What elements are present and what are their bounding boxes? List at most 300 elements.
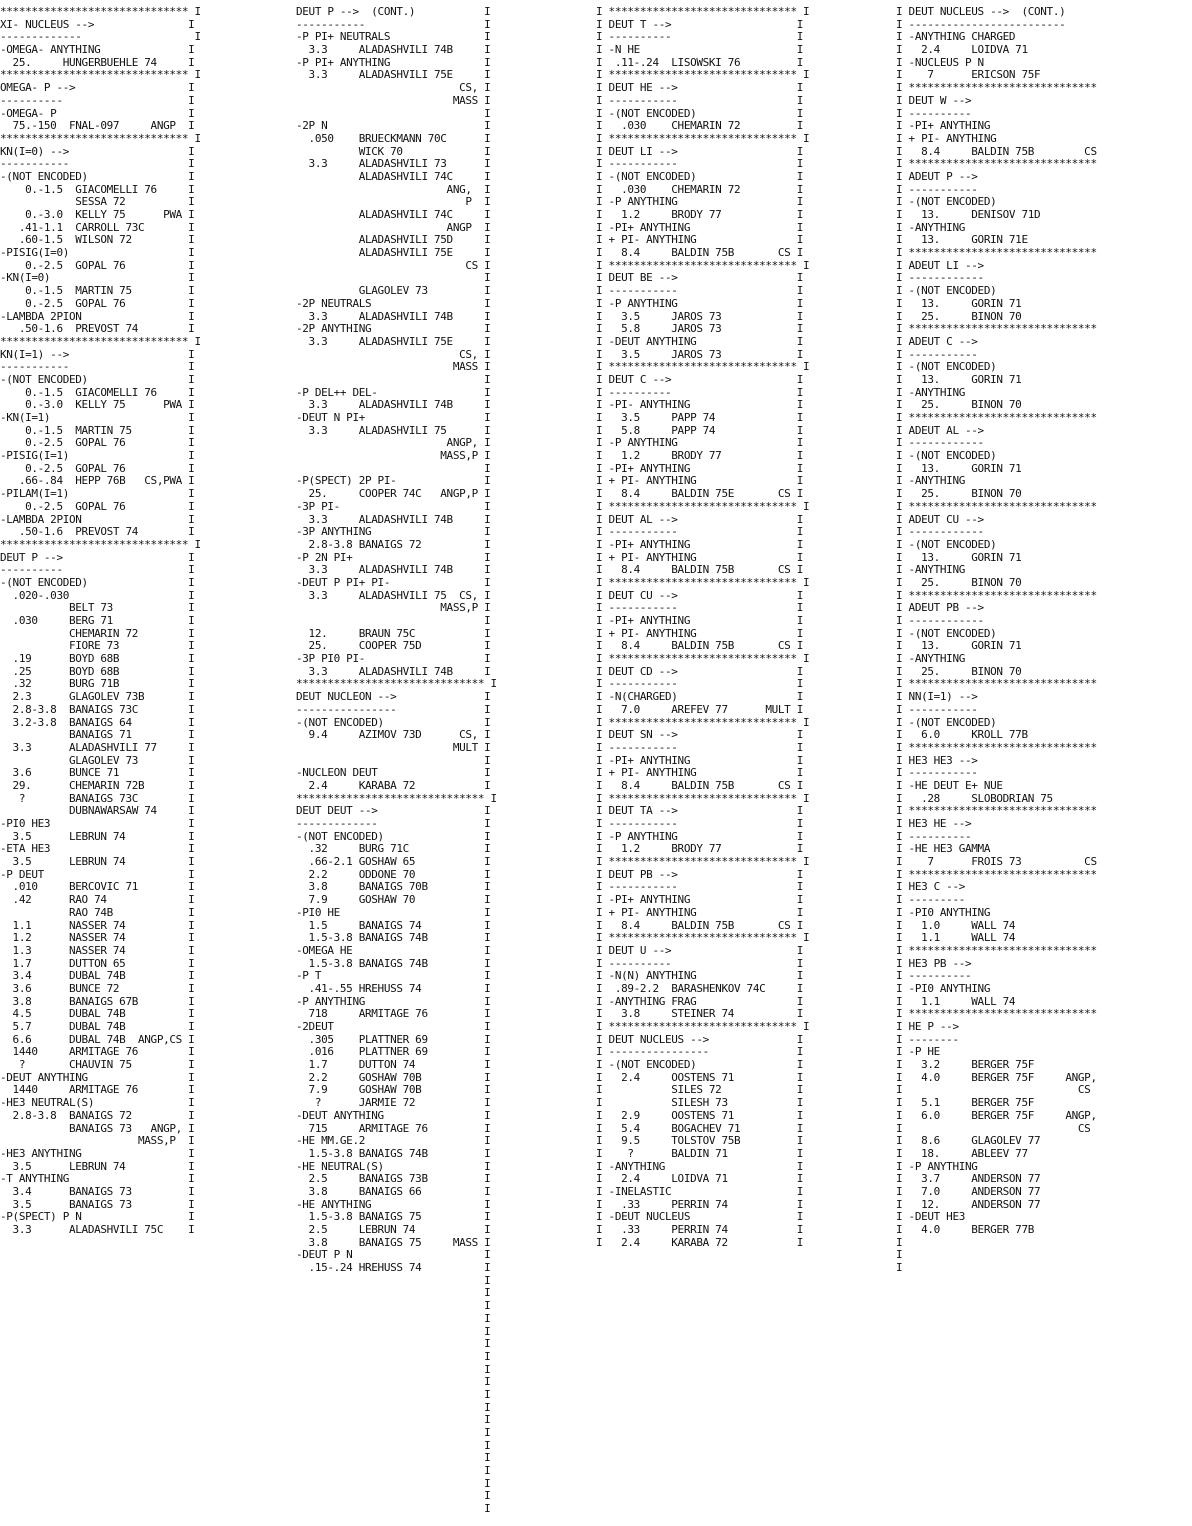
- printout-line: DUBNAWARSAW 74 I: [0, 804, 195, 818]
- printout-line: I ---------: [896, 893, 965, 907]
- printout-line: I HE P -->: [896, 1020, 959, 1033]
- printout-line: I 1.2 BRODY 77 I: [596, 842, 803, 856]
- printout-line: -P(SPECT) P N I: [0, 1210, 195, 1224]
- printout-line: I -ANYTHING I: [596, 1159, 803, 1173]
- printout-line: I: [896, 1235, 903, 1249]
- printout-line: I 8.4 BALDIN 75B CS: [896, 144, 1097, 158]
- printout-line: I DEUT W -->: [896, 93, 972, 107]
- printout-line: ----------- I: [296, 17, 491, 31]
- printout-line: I 7 FROIS 73 CS: [896, 855, 1097, 869]
- printout-line: -DEUT ANYTHING I: [0, 1070, 195, 1084]
- printout-line: FIORE 73 I: [0, 639, 195, 653]
- printout-line: -P PI+ ANYTHING I: [296, 55, 491, 69]
- printout-line: I 2.4 KARABA 72 I: [596, 1235, 803, 1249]
- printout-line: I -ANYTHING CHARGED: [896, 30, 1016, 44]
- printout-line: I 18. ABLEEV 77: [896, 1146, 1028, 1160]
- printout-line: -P 2N PI+ I: [296, 550, 491, 564]
- printout-line: ALADASHVILI 74C I: [296, 169, 491, 183]
- printout-line: ------------- I: [296, 817, 491, 830]
- printout-line: 1.1 NASSER 74 I: [0, 918, 195, 932]
- printout-line: I .28 SLOBODRIAN 75: [896, 791, 1053, 805]
- printout-line: I -(NOT ENCODED) I: [596, 106, 803, 120]
- printout-line: I: [296, 271, 491, 285]
- printout-line: I -N(N) ANYTHING I: [596, 969, 803, 983]
- printout-line: 0.-3.0 KELLY 75 PWA I: [0, 208, 195, 221]
- printout-line: 2.8-3.8 BANAIGS 72 I: [296, 537, 491, 551]
- printout-line: -HE NEUTRAL(S) I: [296, 1159, 491, 1173]
- printout-line: 1.5 BANAIGS 74 I: [296, 918, 491, 932]
- printout-line: -NUCLEON DEUT I: [296, 766, 491, 780]
- printout-line: I 1.1 WALL 74: [896, 931, 1016, 945]
- printout-line: 12. BRAUN 75C I: [296, 626, 491, 640]
- printout-line: -2P NEUTRALS I: [296, 296, 491, 310]
- printout-line: -LAMBDA 2PION I: [0, 512, 195, 526]
- printout-line: -OMEGA- ANYTHING I: [0, 43, 195, 57]
- printout-line: 1.5-3.8 BANAIGS 74B I: [296, 956, 491, 970]
- printout-line: -OMEGA HE I: [296, 943, 491, 957]
- printout-line: -PI0 HE I: [296, 905, 491, 919]
- printout-line: I ******************************: [896, 804, 1097, 818]
- printout-line: I 12. ANDERSON 77: [896, 1197, 1041, 1211]
- printout-line: I ------------: [896, 525, 984, 539]
- printout-line: 7.9 GOSHAW 70B I: [296, 1083, 491, 1097]
- printout-line: I + PI- ANYTHING I: [596, 766, 803, 780]
- printout-line: I: [296, 753, 491, 767]
- printout-line: I DEUT PB --> I: [596, 867, 803, 881]
- printout-line: I HE3 PB -->: [896, 956, 972, 970]
- printout-line: .41-1.1 CARROLL 73C I: [0, 220, 195, 234]
- printout-line: -KN(I=1) I: [0, 411, 195, 424]
- printout-line: 2.2 GOSHAW 70B I: [296, 1070, 491, 1084]
- printout-line: I -P HE: [896, 1045, 940, 1059]
- printout-line: I DEUT C --> I: [596, 372, 803, 386]
- printout-line: -P ANYTHING I: [296, 994, 491, 1008]
- printout-line: 29. CHEMARIN 72B I: [0, 778, 195, 792]
- printout-line: I -ANYTHING FRAG I: [596, 994, 803, 1008]
- printout-line: I ---------- I: [596, 385, 803, 399]
- printout-line: I: [296, 1324, 491, 1338]
- printout-line: I 5.4 BOGACHEV 71 I: [596, 1121, 803, 1135]
- printout-line: I 3.2 BERGER 75F: [896, 1058, 1034, 1072]
- printout-line: I ****************************** I: [596, 360, 810, 374]
- printout-line: I ----------- I: [596, 817, 803, 830]
- printout-line: ---------------- I: [296, 702, 491, 716]
- printout-line: -DEUT ANYTHING I: [296, 1108, 491, 1122]
- printout-line: I -(NOT ENCODED): [896, 284, 997, 298]
- printout-line: I 7.0 AREFEV 77 MULT I: [596, 702, 803, 716]
- printout-line: I ****************************** I: [596, 499, 810, 513]
- printout-line: -HE3 NEUTRAL(S) I: [0, 1096, 195, 1110]
- printout-line: I NN(I=1) -->: [896, 690, 978, 704]
- printout-line: I -----------: [896, 347, 978, 361]
- printout-line: I ---------- I: [596, 30, 803, 44]
- printout-line: I 8.4 BALDIN 75B CS I: [596, 246, 803, 260]
- printout-line: ****************************** I: [0, 334, 201, 348]
- printout-line: SESSA 72 I: [0, 195, 195, 209]
- printout-line: 3.3 ALADASHVILI 75 CS, I: [296, 588, 491, 602]
- printout-line: I ? BALDIN 71 I: [596, 1146, 803, 1160]
- printout-line: 1.5-3.8 BANAIGS 75 I: [296, 1210, 491, 1224]
- printout-line: I DEUT U --> I: [596, 943, 803, 957]
- printout-line: I: [296, 106, 491, 120]
- printout-line: I: [296, 1413, 491, 1427]
- printout-line: I: [296, 1451, 491, 1465]
- printout-line: I DEUT T --> I: [596, 17, 803, 31]
- printout-line: 0.-1.5 GIACOMELLI 76 I: [0, 385, 195, 399]
- printout-line: I 13. GORIN 71E: [896, 233, 1028, 247]
- printout-line: I -P ANYTHING I: [596, 296, 803, 310]
- printout-line: I SILES 72 I: [596, 1083, 803, 1097]
- printout-line: 0.-2.5 GOPAL 76 I: [0, 258, 195, 272]
- printout-line: I: [296, 1273, 491, 1287]
- printout-line: I -PI- ANYTHING I: [596, 398, 803, 412]
- printout-line: I -PI+ ANYTHING: [896, 119, 991, 133]
- printout-line: I 3.8 STEINER 74 I: [596, 1007, 803, 1021]
- printout-line: I .030 CHEMARIN 72 I: [596, 119, 803, 133]
- printout-line: I ----------: [896, 829, 972, 843]
- printout-line: 3.3 ALADASHVILI 74B I: [296, 664, 491, 678]
- printout-line: I -ANYTHING: [896, 563, 965, 577]
- printout-line: DEUT DEUT --> I: [296, 804, 491, 818]
- printout-line: MASS I: [296, 360, 491, 374]
- printout-line: -(NOT ENCODED) I: [296, 715, 491, 729]
- printout-line: ? BANAIGS 73C I: [0, 791, 195, 805]
- printout-line: I ----------- I: [596, 677, 803, 691]
- printout-line: .42 RAO 74 I: [0, 893, 195, 907]
- printout-line: I DEUT NUCLEUS --> (CONT.): [896, 6, 1066, 18]
- printout-line: ? CHAUVIN 75 I: [0, 1058, 195, 1072]
- printout-line: I: [296, 1387, 491, 1401]
- printout-line: CS, I: [296, 81, 491, 95]
- printout-line: 3.8 BANAIGS 67B I: [0, 994, 195, 1008]
- printout-line: I: [296, 1438, 491, 1452]
- printout-line: .60-1.5 WILSON 72 I: [0, 233, 195, 247]
- printout-line: -T ANYTHING I: [0, 1172, 195, 1186]
- printout-line: -ETA HE3 I: [0, 842, 195, 856]
- printout-line: I -(NOT ENCODED) I: [596, 1058, 803, 1072]
- printout-line: I 13. DENISOV 71D: [896, 208, 1041, 221]
- printout-line: I -ANYTHING: [896, 385, 965, 399]
- printout-line: 2.4 KARABA 72 I: [296, 778, 491, 792]
- printout-line: .50-1.6 PREVOST 74 I: [0, 322, 195, 336]
- printout-line: 3.8 BANAIGS 70B I: [296, 880, 491, 894]
- printout-line: I 13. GORIN 71: [896, 550, 1022, 564]
- printout-line: I: [296, 1489, 491, 1503]
- printout-line: I ****************************** I: [596, 652, 810, 666]
- printout-line: ALADASHVILI 75E I: [296, 246, 491, 260]
- printout-line: I: [296, 1349, 491, 1363]
- printout-line: I + PI- ANYTHING I: [596, 233, 803, 247]
- printout-line: I ADEUT C -->: [896, 334, 978, 348]
- printout-line: 3.3 ALADASHVILI 74B I: [296, 512, 491, 526]
- printout-line: I ADEUT CU -->: [896, 512, 984, 526]
- printout-line: 3.8 BANAIGS 66 I: [296, 1184, 491, 1198]
- printout-line: DEUT NUCLEON --> I: [296, 690, 491, 704]
- printout-line: I .11-.24 LISOWSKI 76 I: [596, 55, 803, 69]
- printout-line: MASS,P I: [0, 1134, 195, 1148]
- printout-line: .305 PLATTNER 69 I: [296, 1032, 491, 1046]
- printout-line: I DEUT HE --> I: [596, 81, 803, 95]
- printout-line: I CS: [896, 1121, 1091, 1135]
- printout-line: I -PI+ ANYTHING I: [596, 220, 803, 234]
- printout-line: I DEUT BE --> I: [596, 271, 803, 285]
- printout-line: I: [296, 614, 491, 627]
- printout-line: WICK 70 I: [296, 144, 491, 158]
- printout-line: I -P ANYTHING I: [596, 195, 803, 209]
- printout-line: I -P ANYTHING I: [596, 436, 803, 450]
- printout-line: I ******************************: [896, 588, 1097, 602]
- printout-line: I 25. BINON 70: [896, 487, 1022, 501]
- printout-line: 3.5 LEBRUN 74 I: [0, 855, 195, 869]
- printout-line: I 7 ERICSON 75F: [896, 68, 1041, 82]
- printout-line: I ******************************: [896, 246, 1097, 260]
- printout-line: -HE ANYTHING I: [296, 1197, 491, 1211]
- printout-line: -P DEUT I: [0, 867, 195, 881]
- printout-line: I ******************************: [896, 157, 1097, 171]
- printout-line: .010 BERCOVIC 71 I: [0, 880, 195, 894]
- printout-line: I 5.8 JAROS 73 I: [596, 322, 803, 336]
- printout-line: I: [296, 1375, 491, 1389]
- printout-line: I ADEUT P -->: [896, 169, 978, 183]
- printout-line: I 2.9 OOSTENS 71 I: [596, 1108, 803, 1122]
- printout-line: I -PI+ ANYTHING I: [596, 461, 803, 475]
- printout-line: I ----------- I: [596, 284, 803, 298]
- printout-line: I ******************************: [896, 322, 1097, 336]
- printout-line: I 25. BINON 70: [896, 575, 1022, 589]
- printout-line: -HE MM.GE.2 I: [296, 1134, 491, 1148]
- printout-line: 1.5-3.8 BANAIGS 74B I: [296, 1146, 491, 1160]
- printout-line: I 1.2 BRODY 77 I: [596, 208, 803, 221]
- printout-line: .15-.24 HREHUSS 74 I: [296, 1261, 491, 1275]
- printout-line: I ******************************: [896, 943, 1097, 957]
- printout-line: 0.-1.5 MARTIN 75 I: [0, 423, 195, 437]
- printout-line: -DEUT N PI+ I: [296, 411, 491, 424]
- printout-line: I 25. BINON 70: [896, 309, 1022, 323]
- printout-line: CHEMARIN 72 I: [0, 626, 195, 640]
- printout-line: 715 ARMITAGE 76 I: [296, 1121, 491, 1135]
- printout-line: 4.5 DUBAL 74B I: [0, 1007, 195, 1021]
- printout-line: I -PI+ ANYTHING I: [596, 537, 803, 551]
- printout-line: -P PI+ NEUTRALS I: [296, 30, 491, 44]
- printout-line: I -(NOT ENCODED): [896, 537, 997, 551]
- printout-line: I ------------: [896, 271, 984, 285]
- printout-line: P I: [296, 195, 491, 209]
- printout-line: MASS I: [296, 93, 491, 107]
- printout-line: 3.3 ALADASHVILI 75C I: [0, 1223, 195, 1236]
- printout-line: I: [296, 1337, 491, 1351]
- printout-line: 3.2-3.8 BANAIGS 64 I: [0, 715, 195, 729]
- printout-line: I HE3 HE3 -->: [896, 753, 978, 767]
- printout-line: I 8.4 BALDIN 75B CS I: [596, 778, 803, 792]
- printout-line: I: [296, 1426, 491, 1439]
- printout-line: I 8.4 BALDIN 75E CS I: [596, 487, 803, 501]
- printout-line: I 8.6 GLAGOLEV 77: [896, 1134, 1041, 1148]
- printout-line: I 13. GORIN 71: [896, 372, 1022, 386]
- printout-line: I 13. GORIN 71: [896, 296, 1022, 310]
- printout-line: MASS,P I: [296, 449, 491, 463]
- printout-line: GLAGOLEV 73 I: [0, 753, 195, 767]
- printout-line: I ----------- I: [596, 601, 803, 615]
- printout-line: ****************************** I: [0, 131, 201, 145]
- printout-line: -PISIG(I=0) I: [0, 246, 195, 260]
- printout-line: .32 BURG 71C I: [296, 842, 491, 856]
- printout-line: KN(I=0) --> I: [0, 144, 195, 158]
- printout-line: I + PI- ANYTHING: [896, 131, 997, 145]
- printout-line: 0.-3.0 KELLY 75 PWA I: [0, 398, 195, 412]
- printout-line: 3.3 ALADASHVILI 74B I: [296, 43, 491, 57]
- printout-line: 25. HUNGERBUEHLE 74 I: [0, 55, 195, 69]
- printout-line: 75.-150 FNAL-097 ANGP I: [0, 119, 195, 133]
- printout-line: I SILESH 73 I: [596, 1096, 803, 1110]
- printout-line: I: [896, 1248, 903, 1262]
- printout-line: -(NOT ENCODED) I: [0, 169, 195, 183]
- printout-line: I 6.0 KROLL 77B: [896, 728, 1028, 742]
- printout-line: I 1.1 WALL 74: [896, 994, 1016, 1008]
- printout-line: .66-2.1 GOSHAW 65 I: [296, 855, 491, 869]
- printout-line: 0.-2.5 GOPAL 76 I: [0, 461, 195, 475]
- printout-line: ---------- I: [0, 93, 195, 107]
- printout-line: -P DEL++ DEL- I: [296, 385, 491, 399]
- printout-line: ****************************** I: [0, 68, 201, 82]
- printout-line: I -(NOT ENCODED): [896, 449, 997, 463]
- printout-line: I ----------- I: [596, 740, 803, 754]
- printout-line: I 6.0 BERGER 75F ANGP,: [896, 1108, 1097, 1122]
- printout-line: 1.3 NASSER 74 I: [0, 943, 195, 957]
- printout-line: .32 BURG 71B I: [0, 677, 195, 691]
- printout-line: -DEUT P N I: [296, 1248, 491, 1262]
- printout-line: I DEUT LI --> I: [596, 144, 803, 158]
- printout-line: ? JARMIE 72 I: [296, 1096, 491, 1110]
- printout-line: I -ANYTHING: [896, 220, 965, 234]
- printout-line: I DEUT SN --> I: [596, 728, 803, 742]
- printout-line: MASS,P I: [296, 601, 491, 615]
- printout-line: 2.3 GLAGOLEV 73B I: [0, 690, 195, 704]
- printout-line: 2.5 LEBRUN 74 I: [296, 1223, 491, 1236]
- printout-line: 1440 ARMITAGE 76 I: [0, 1083, 195, 1097]
- printout-line: 25. COOPER 74C ANGP,P I: [296, 487, 491, 501]
- printout-line: -LAMBDA 2PION I: [0, 309, 195, 323]
- printout-line: I -(NOT ENCODED): [896, 360, 997, 374]
- printout-line: ----------- I: [0, 157, 195, 171]
- printout-line: -2DEUT I: [296, 1020, 491, 1033]
- printout-line: ****************************** I: [0, 6, 201, 18]
- printout-line: I ----------- I: [596, 525, 803, 539]
- printout-line: I -P ANYTHING I: [596, 829, 803, 843]
- printout-line: 3.5 LEBRUN 74 I: [0, 1159, 195, 1173]
- printout-line: 0.-2.5 GOPAL 76 I: [0, 436, 195, 450]
- printout-line: 718 ARMITAGE 76 I: [296, 1007, 491, 1021]
- printout-line: 1.2 NASSER 74 I: [0, 931, 195, 945]
- printout-line: I -HE DEUT E+ NUE: [896, 778, 1003, 792]
- printout-line: 3.3 ALADASHVILI 77 I: [0, 740, 195, 754]
- printout-line: 3.5 LEBRUN 74 I: [0, 829, 195, 843]
- printout-line: ALADASHVILI 75D I: [296, 233, 491, 247]
- printout-line: BELT 73 I: [0, 601, 195, 615]
- printout-line: BANAIGS 73 ANGP, I: [0, 1121, 195, 1135]
- printout-line: I ----------- I: [596, 93, 803, 107]
- printout-line: .020-.030 I: [0, 588, 195, 602]
- printout-line: -KN(I=0) I: [0, 271, 195, 285]
- printout-line: I 8.4 BALDIN 75B CS I: [596, 918, 803, 932]
- printout-line: I ******************************: [896, 81, 1097, 95]
- printout-line: .030 BERG 71 I: [0, 614, 195, 627]
- printout-line: DEUT P --> (CONT.) I: [296, 6, 491, 18]
- printout-line: I -----------: [896, 182, 978, 196]
- printout-line: 0.-2.5 GOPAL 76 I: [0, 499, 195, 513]
- printout-line: I ****************************** I: [596, 931, 810, 945]
- printout-line: I 3.7 ANDERSON 77: [896, 1172, 1041, 1186]
- printout-line: I -DEUT ANYTHING I: [596, 334, 803, 348]
- printout-line: I -ANYTHING: [896, 474, 965, 488]
- printout-line: CS I: [296, 258, 491, 272]
- printout-line: I ****************************** I: [596, 1020, 810, 1033]
- printout-line: I HE3 C -->: [896, 880, 965, 894]
- printout-line: I + PI- ANYTHING I: [596, 626, 803, 640]
- printout-line: ALADASHVILI 74C I: [296, 208, 491, 221]
- printout-line: I -(NOT ENCODED): [896, 715, 997, 729]
- printout-line: 3.3 ALADASHVILI 74B I: [296, 309, 491, 323]
- printout-line: I -(NOT ENCODED): [896, 195, 997, 209]
- printout-line: 25. COOPER 75D I: [296, 639, 491, 653]
- printout-line: DEUT P --> I: [0, 550, 195, 564]
- printout-line: I 3.5 PAPP 74 I: [596, 411, 803, 424]
- printout-line: -PI0 HE3 I: [0, 817, 195, 830]
- printout-line: I -DEUT HE3: [896, 1210, 965, 1224]
- printout-line: 5.7 DUBAL 74B I: [0, 1020, 195, 1033]
- printout-line: KN(I=1) --> I: [0, 347, 195, 361]
- printout-line: ****************************** I: [0, 537, 201, 551]
- printout-line: 3.6 BUNCE 71 I: [0, 766, 195, 780]
- printout-line: 3.3 ALADASHVILI 74B I: [296, 563, 491, 577]
- printout-line: .25 BOYD 68B I: [0, 664, 195, 678]
- printout-line: I: [296, 1299, 491, 1313]
- printout-line: ****************************** I: [296, 791, 497, 805]
- printout-line: 0.-2.5 GOPAL 76 I: [0, 296, 195, 310]
- printout-line: I -HE HE3 GAMMA: [896, 842, 991, 856]
- printout-line: I ****************************** I: [596, 855, 810, 869]
- printout-line: -3P PI0 PI- I: [296, 652, 491, 666]
- printout-line: I -PI0 ANYTHING: [896, 981, 991, 995]
- printout-line: .41-.55 HREHUSS 74 I: [296, 981, 491, 995]
- printout-line: -HE3 ANYTHING I: [0, 1146, 195, 1160]
- printout-line: I: [296, 1311, 491, 1325]
- printout-line: 3.4 DUBAL 74B I: [0, 969, 195, 983]
- printout-line: XI- NUCLEUS --> I: [0, 17, 195, 31]
- printout-line: I -INELASTIC I: [596, 1184, 803, 1198]
- printout-line: I: [296, 372, 491, 386]
- printout-line: -(NOT ENCODED) I: [0, 575, 195, 589]
- printout-line: I 5.8 PAPP 74 I: [596, 423, 803, 437]
- printout-line: I + PI- ANYTHING I: [596, 474, 803, 488]
- printout-line: -2P ANYTHING I: [296, 322, 491, 336]
- printout-line: GLAGOLEV 73 I: [296, 284, 491, 298]
- printout-line: I -ANYTHING: [896, 652, 965, 666]
- printout-line: I ----------: [896, 106, 972, 120]
- printout-line: 2.8-3.8 BANAIGS 73C I: [0, 702, 195, 716]
- printout-line: I ---------------- I: [596, 1045, 803, 1059]
- printout-line: BANAIGS 71 I: [0, 728, 195, 742]
- printout-line: -3P ANYTHING I: [296, 525, 491, 539]
- printout-line: I: [296, 1286, 491, 1300]
- printout-line: I: [296, 1502, 491, 1516]
- printout-line: -(NOT ENCODED) I: [296, 829, 491, 843]
- printout-line: I .33 PERRIN 74 I: [596, 1223, 803, 1236]
- printout-line: I ****************************** I: [596, 715, 810, 729]
- printout-line: I -PI+ ANYTHING I: [596, 753, 803, 767]
- printout-line: I 2.4 LOIDVA 71 I: [596, 1172, 803, 1186]
- column-3: [596, 6, 884, 1521]
- printout-line: I 8.4 BALDIN 75B CS I: [596, 563, 803, 577]
